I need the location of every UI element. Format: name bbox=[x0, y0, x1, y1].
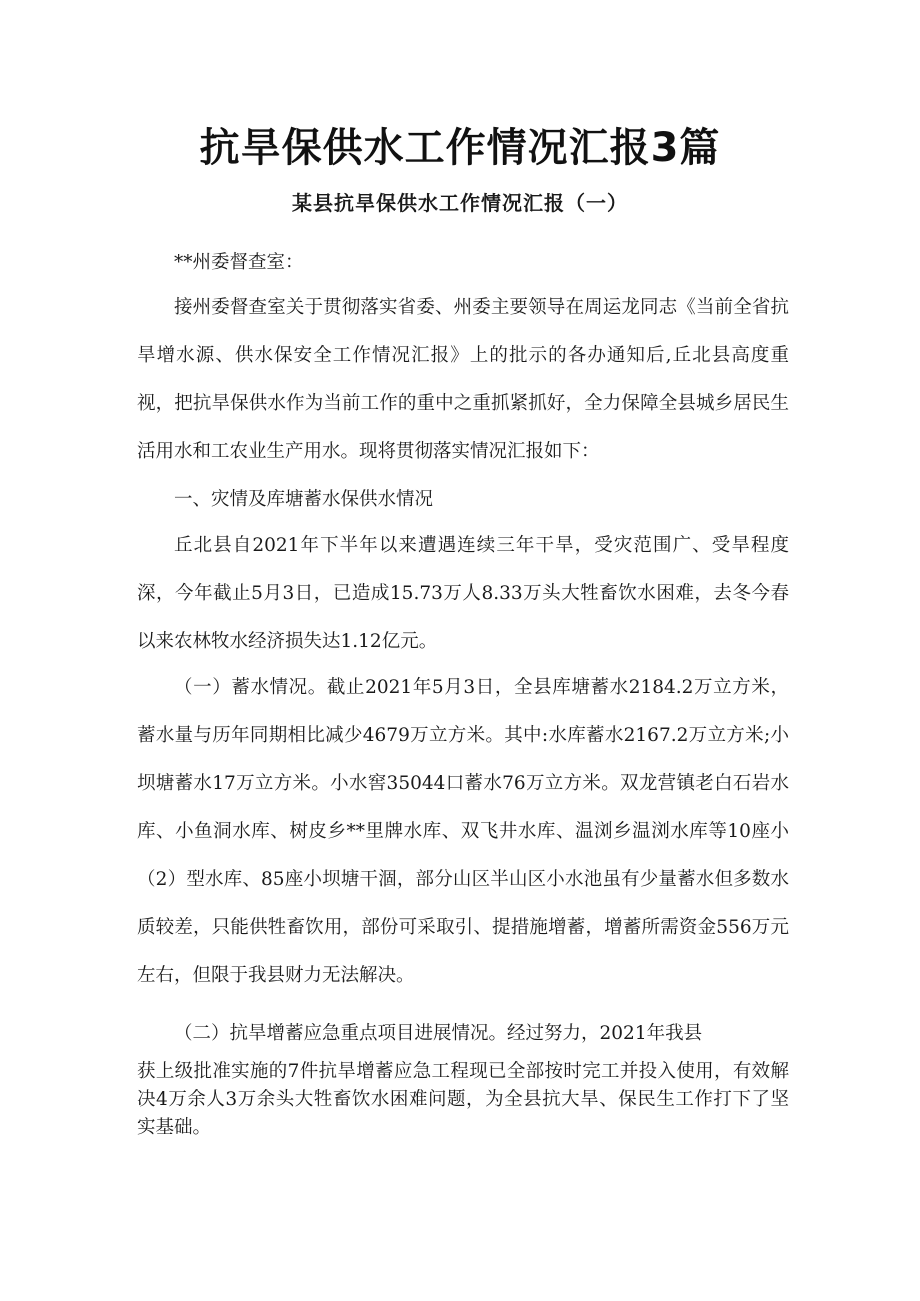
paragraph-projects-heading: （二）抗旱增蓄应急重点项目进展情况。经过努力，2021年我县 bbox=[174, 1023, 703, 1044]
paragraph-projects-body: 获上级批准实施的7件抗旱增蓄应急工程现已全部按时完工并投入使用，有效解决4万余人3万余头大牲畜饮水困难问题，为全县抗大旱、保民生工作打下了坚实基础。 bbox=[137, 1061, 789, 1138]
salutation: **州委督查室： bbox=[174, 252, 304, 273]
document-title: 抗旱保供水工作情况汇报3篇 bbox=[199, 125, 721, 171]
section-heading-1: 一、灾情及库塘蓄水保供水情况 bbox=[174, 489, 434, 510]
paragraph-storage: （一）蓄水情况。截止2021年5月3日，全县库塘蓄水2184.2万立方米，蓄水量与历年同期相比减少4679万立方米。其中:水库蓄水2167.2万立方米;小坝塘蓄水17万立方米。小水窖35044口蓄水76万立方米。双龙营镇老白石岩水库、小鱼洞水库、树皮乡**里牌水库、双飞井水库、温浏乡温浏水库等10座小（2）型水库、85座小坝塘干涸，部分山区半山区小水池虽有少量蓄水但多数水质较差，只能供牲畜饮用，部份可采取引、提措施增蓄，增蓄所需资金556万元左右，但限于我县财力无法解决。 bbox=[137, 677, 789, 986]
document-subtitle: 某县抗旱保供水工作情况汇报（一） bbox=[292, 191, 628, 215]
paragraph-disaster: 丘北县自2021年下半年以来遭遇连续三年干旱，受灾范围广、受旱程度深，今年截止5月3日，已造成15.73万人8.33万头大牲畜饮水困难，去冬今春以来农林牧水经济损失达1.12亿元。 bbox=[137, 535, 789, 652]
paragraph-intro: 接州委督查室关于贯彻落实省委、州委主要领导在周运龙同志《当前全省抗旱增水源、供水保安全工作情况汇报》上的批示的各办通知后,丘北县高度重视，把抗旱保供水作为当前工作的重中之重抓紧抓好，全力保障全县城乡居民生活用水和工农业生产用水。现将贯彻落实情况汇报如下： bbox=[137, 297, 789, 462]
